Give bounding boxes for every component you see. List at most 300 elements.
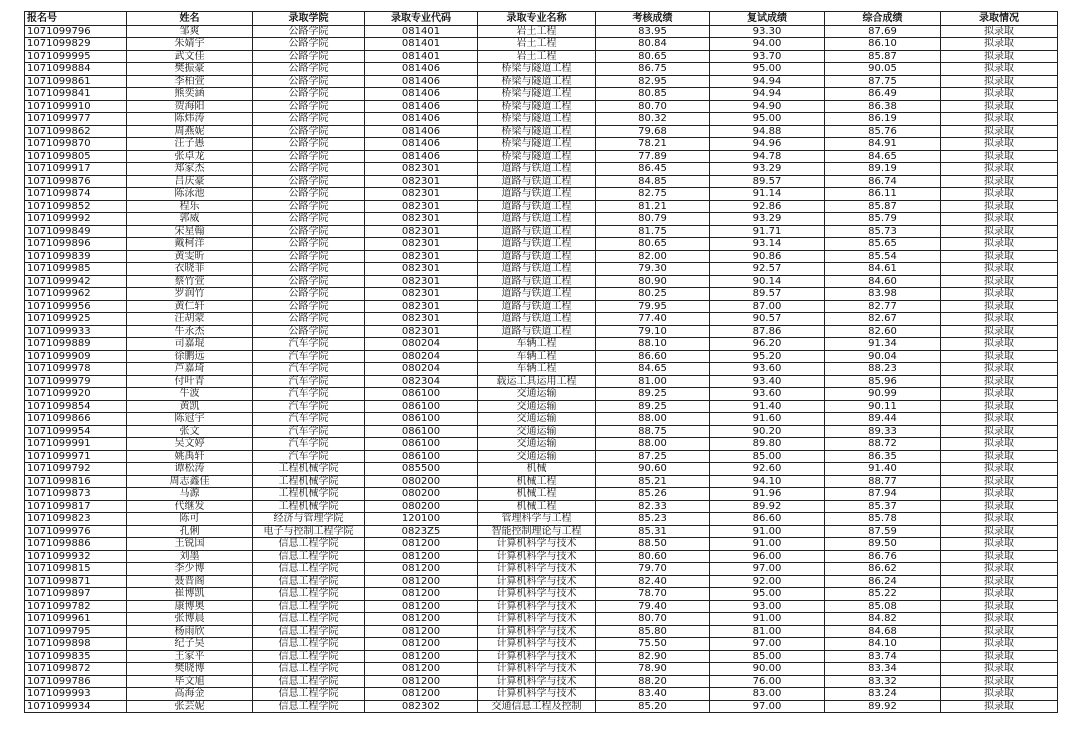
cell-registration-id: 1071099871 xyxy=(25,575,127,588)
table-row xyxy=(25,263,1058,276)
cell-exam-score: 89.25 xyxy=(596,400,710,413)
table-row xyxy=(25,688,1058,701)
cell-exam-score: 81.75 xyxy=(596,225,710,238)
cell-retest-score: 92.00 xyxy=(710,575,825,588)
cell-retest-score: 81.00 xyxy=(710,625,825,638)
cell-retest-score: 93.29 xyxy=(710,163,825,176)
cell-exam-score: 86.60 xyxy=(596,350,710,363)
cell-admission-status: 拟录取 xyxy=(941,613,1058,626)
cell-total-score: 88.72 xyxy=(825,438,941,451)
cell-major-name: 道路与铁道工程 xyxy=(478,175,596,188)
cell-admission-status: 拟录取 xyxy=(941,25,1058,38)
cell-registration-id: 1071099884 xyxy=(25,63,127,76)
cell-total-score: 85.76 xyxy=(825,125,941,138)
cell-retest-score: 91.00 xyxy=(710,613,825,626)
cell-major-code: 082301 xyxy=(365,225,478,238)
header-name: 姓名 xyxy=(127,12,253,26)
table-row xyxy=(25,638,1058,651)
cell-major-name: 道路与铁道工程 xyxy=(478,188,596,201)
cell-total-score: 83.24 xyxy=(825,688,941,701)
cell-total-score: 85.78 xyxy=(825,513,941,526)
cell-total-score: 89.19 xyxy=(825,163,941,176)
cell-registration-id: 1071099978 xyxy=(25,363,127,376)
cell-name: 衣晓菲 xyxy=(127,263,253,276)
cell-major-code: 081200 xyxy=(365,563,478,576)
cell-major-code: 086100 xyxy=(365,450,478,463)
cell-college: 汽车学院 xyxy=(253,363,365,376)
cell-college: 公路学院 xyxy=(253,125,365,138)
cell-admission-status: 拟录取 xyxy=(941,325,1058,338)
cell-total-score: 86.35 xyxy=(825,450,941,463)
cell-college: 汽车学院 xyxy=(253,350,365,363)
cell-major-name: 桥梁与隧道工程 xyxy=(478,113,596,126)
cell-major-name: 交通运输 xyxy=(478,388,596,401)
cell-major-code: 081406 xyxy=(365,75,478,88)
cell-exam-score: 86.75 xyxy=(596,63,710,76)
cell-major-name: 桥梁与隧道工程 xyxy=(478,88,596,101)
cell-college: 公路学院 xyxy=(253,213,365,226)
cell-registration-id: 1071099942 xyxy=(25,275,127,288)
cell-retest-score: 90.86 xyxy=(710,250,825,263)
cell-registration-id: 1071099995 xyxy=(25,50,127,63)
table-row xyxy=(25,363,1058,376)
cell-retest-score: 89.57 xyxy=(710,175,825,188)
cell-exam-score: 80.79 xyxy=(596,213,710,226)
cell-major-name: 道路与铁道工程 xyxy=(478,275,596,288)
table-body xyxy=(25,25,1058,713)
cell-major-name: 车辆工程 xyxy=(478,363,596,376)
cell-exam-score: 80.70 xyxy=(596,613,710,626)
cell-total-score: 85.87 xyxy=(825,200,941,213)
cell-registration-id: 1071099977 xyxy=(25,113,127,126)
cell-major-code: 081200 xyxy=(365,638,478,651)
cell-name: 高海金 xyxy=(127,688,253,701)
cell-name: 姚禹轩 xyxy=(127,450,253,463)
table-row xyxy=(25,413,1058,426)
cell-major-code: 081200 xyxy=(365,600,478,613)
cell-registration-id: 1071099976 xyxy=(25,525,127,538)
cell-major-name: 道路与铁道工程 xyxy=(478,213,596,226)
cell-registration-id: 1071099816 xyxy=(25,475,127,488)
cell-total-score: 84.10 xyxy=(825,638,941,651)
cell-admission-status: 拟录取 xyxy=(941,550,1058,563)
cell-total-score: 85.22 xyxy=(825,588,941,601)
cell-exam-score: 85.21 xyxy=(596,475,710,488)
cell-college: 公路学院 xyxy=(253,150,365,163)
cell-major-code: 085500 xyxy=(365,463,478,476)
cell-exam-score: 90.60 xyxy=(596,463,710,476)
cell-name: 蔡竹萱 xyxy=(127,275,253,288)
cell-college: 汽车学院 xyxy=(253,338,365,351)
cell-major-code: 082301 xyxy=(365,263,478,276)
cell-retest-score: 94.94 xyxy=(710,75,825,88)
cell-major-code: 082301 xyxy=(365,163,478,176)
cell-name: 李柏萱 xyxy=(127,75,253,88)
cell-registration-id: 1071099876 xyxy=(25,175,127,188)
cell-college: 信息工程学院 xyxy=(253,675,365,688)
cell-name: 杨雨欣 xyxy=(127,625,253,638)
cell-registration-id: 1071099839 xyxy=(25,250,127,263)
cell-major-name: 机械 xyxy=(478,463,596,476)
cell-name: 周志鑫佳 xyxy=(127,475,253,488)
cell-exam-score: 78.70 xyxy=(596,588,710,601)
cell-name: 牛永杰 xyxy=(127,325,253,338)
header-row xyxy=(25,12,1058,26)
cell-major-name: 计算机科学与技术 xyxy=(478,613,596,626)
cell-total-score: 83.32 xyxy=(825,675,941,688)
cell-name: 贺海阳 xyxy=(127,100,253,113)
cell-name: 朱婧宇 xyxy=(127,38,253,51)
cell-name: 孔俐 xyxy=(127,525,253,538)
cell-major-name: 机械工程 xyxy=(478,488,596,501)
cell-exam-score: 80.84 xyxy=(596,38,710,51)
cell-registration-id: 1071099873 xyxy=(25,488,127,501)
table-row xyxy=(25,113,1058,126)
cell-college: 信息工程学院 xyxy=(253,638,365,651)
cell-name: 张卓龙 xyxy=(127,150,253,163)
cell-admission-status: 拟录取 xyxy=(941,250,1058,263)
cell-major-name: 交通信息工程及控制 xyxy=(478,700,596,713)
cell-retest-score: 92.57 xyxy=(710,263,825,276)
cell-major-code: 086100 xyxy=(365,400,478,413)
cell-total-score: 82.60 xyxy=(825,325,941,338)
cell-registration-id: 1071099909 xyxy=(25,350,127,363)
cell-retest-score: 93.14 xyxy=(710,238,825,251)
cell-major-name: 车辆工程 xyxy=(478,350,596,363)
cell-major-code: 082301 xyxy=(365,250,478,263)
cell-major-code: 120100 xyxy=(365,513,478,526)
cell-exam-score: 88.50 xyxy=(596,538,710,551)
cell-retest-score: 92.86 xyxy=(710,200,825,213)
cell-major-name: 交通运输 xyxy=(478,400,596,413)
cell-admission-status: 拟录取 xyxy=(941,350,1058,363)
cell-major-name: 管理科学与工程 xyxy=(478,513,596,526)
cell-major-code: 081200 xyxy=(365,575,478,588)
table-row xyxy=(25,488,1058,501)
table-row xyxy=(25,238,1058,251)
cell-college: 信息工程学院 xyxy=(253,588,365,601)
cell-retest-score: 97.00 xyxy=(710,638,825,651)
header-major-code: 录取专业代码 xyxy=(365,12,478,26)
cell-exam-score: 80.25 xyxy=(596,288,710,301)
cell-retest-score: 94.94 xyxy=(710,88,825,101)
cell-retest-score: 93.00 xyxy=(710,600,825,613)
cell-admission-status: 拟录取 xyxy=(941,663,1058,676)
table-row xyxy=(25,150,1058,163)
cell-major-name: 计算机科学与技术 xyxy=(478,563,596,576)
cell-registration-id: 1071099854 xyxy=(25,400,127,413)
cell-admission-status: 拟录取 xyxy=(941,263,1058,276)
cell-total-score: 86.62 xyxy=(825,563,941,576)
table-row xyxy=(25,75,1058,88)
cell-total-score: 85.65 xyxy=(825,238,941,251)
cell-registration-id: 1071099992 xyxy=(25,213,127,226)
cell-registration-id: 1071099993 xyxy=(25,688,127,701)
table-row xyxy=(25,613,1058,626)
table-row xyxy=(25,675,1058,688)
cell-total-score: 84.61 xyxy=(825,263,941,276)
cell-major-name: 桥梁与隧道工程 xyxy=(478,100,596,113)
cell-total-score: 84.91 xyxy=(825,138,941,151)
cell-exam-score: 86.45 xyxy=(596,163,710,176)
cell-name: 吴文婷 xyxy=(127,438,253,451)
cell-admission-status: 拟录取 xyxy=(941,38,1058,51)
cell-retest-score: 93.40 xyxy=(710,375,825,388)
cell-major-code: 080204 xyxy=(365,363,478,376)
cell-college: 经济与管理学院 xyxy=(253,513,365,526)
table-row xyxy=(25,563,1058,576)
cell-major-name: 计算机科学与技术 xyxy=(478,538,596,551)
cell-major-code: 081200 xyxy=(365,613,478,626)
table-row xyxy=(25,338,1058,351)
cell-name: 王锐国 xyxy=(127,538,253,551)
cell-name: 刘墨 xyxy=(127,550,253,563)
header-major-name: 录取专业名称 xyxy=(478,12,596,26)
cell-major-code: 081406 xyxy=(365,88,478,101)
cell-major-name: 车辆工程 xyxy=(478,338,596,351)
cell-registration-id: 1071099962 xyxy=(25,288,127,301)
table-row xyxy=(25,200,1058,213)
cell-registration-id: 1071099920 xyxy=(25,388,127,401)
cell-college: 汽车学院 xyxy=(253,450,365,463)
header-exam-score: 考核成绩 xyxy=(596,12,710,26)
cell-name: 芦嘉琦 xyxy=(127,363,253,376)
cell-name: 张文 xyxy=(127,425,253,438)
cell-name: 康博奥 xyxy=(127,600,253,613)
cell-name: 付叶青 xyxy=(127,375,253,388)
cell-exam-score: 77.40 xyxy=(596,313,710,326)
cell-major-code: 080200 xyxy=(365,500,478,513)
cell-college: 公路学院 xyxy=(253,200,365,213)
cell-exam-score: 82.40 xyxy=(596,575,710,588)
cell-retest-score: 96.20 xyxy=(710,338,825,351)
cell-exam-score: 79.10 xyxy=(596,325,710,338)
cell-registration-id: 1071099961 xyxy=(25,613,127,626)
cell-admission-status: 拟录取 xyxy=(941,375,1058,388)
table-row xyxy=(25,25,1058,38)
cell-admission-status: 拟录取 xyxy=(941,188,1058,201)
cell-total-score: 90.11 xyxy=(825,400,941,413)
cell-admission-status: 拟录取 xyxy=(941,400,1058,413)
cell-exam-score: 82.90 xyxy=(596,650,710,663)
cell-total-score: 85.79 xyxy=(825,213,941,226)
cell-retest-score: 94.90 xyxy=(710,100,825,113)
cell-major-name: 桥梁与隧道工程 xyxy=(478,63,596,76)
cell-registration-id: 1071099925 xyxy=(25,313,127,326)
cell-retest-score: 93.60 xyxy=(710,363,825,376)
cell-major-code: 082304 xyxy=(365,375,478,388)
cell-major-name: 计算机科学与技术 xyxy=(478,675,596,688)
cell-registration-id: 1071099954 xyxy=(25,425,127,438)
cell-name: 张芸妮 xyxy=(127,700,253,713)
cell-admission-status: 拟录取 xyxy=(941,675,1058,688)
cell-retest-score: 94.96 xyxy=(710,138,825,151)
cell-admission-status: 拟录取 xyxy=(941,100,1058,113)
cell-total-score: 85.73 xyxy=(825,225,941,238)
cell-exam-score: 85.20 xyxy=(596,700,710,713)
cell-college: 公路学院 xyxy=(253,88,365,101)
cell-college: 汽车学院 xyxy=(253,388,365,401)
cell-college: 信息工程学院 xyxy=(253,650,365,663)
cell-college: 信息工程学院 xyxy=(253,613,365,626)
cell-retest-score: 92.60 xyxy=(710,463,825,476)
cell-total-score: 84.82 xyxy=(825,613,941,626)
cell-total-score: 83.34 xyxy=(825,663,941,676)
cell-major-code: 086100 xyxy=(365,413,478,426)
table-row xyxy=(25,275,1058,288)
cell-college: 公路学院 xyxy=(253,238,365,251)
cell-admission-status: 拟录取 xyxy=(941,125,1058,138)
cell-exam-score: 84.85 xyxy=(596,175,710,188)
cell-major-code: 082301 xyxy=(365,288,478,301)
cell-retest-score: 90.57 xyxy=(710,313,825,326)
cell-name: 马源 xyxy=(127,488,253,501)
cell-registration-id: 1071099792 xyxy=(25,463,127,476)
cell-major-name: 道路与铁道工程 xyxy=(478,288,596,301)
table-row xyxy=(25,700,1058,713)
cell-exam-score: 78.21 xyxy=(596,138,710,151)
cell-total-score: 86.19 xyxy=(825,113,941,126)
cell-major-code: 082301 xyxy=(365,325,478,338)
cell-total-score: 90.04 xyxy=(825,350,941,363)
cell-college: 信息工程学院 xyxy=(253,600,365,613)
cell-exam-score: 80.70 xyxy=(596,100,710,113)
cell-retest-score: 89.92 xyxy=(710,500,825,513)
cell-admission-status: 拟录取 xyxy=(941,75,1058,88)
cell-admission-status: 拟录取 xyxy=(941,50,1058,63)
cell-total-score: 86.10 xyxy=(825,38,941,51)
cell-admission-status: 拟录取 xyxy=(941,425,1058,438)
cell-registration-id: 1071099917 xyxy=(25,163,127,176)
cell-total-score: 85.54 xyxy=(825,250,941,263)
cell-retest-score: 95.00 xyxy=(710,113,825,126)
cell-exam-score: 87.25 xyxy=(596,450,710,463)
cell-major-name: 道路与铁道工程 xyxy=(478,300,596,313)
cell-major-code: 081200 xyxy=(365,650,478,663)
cell-admission-status: 拟录取 xyxy=(941,275,1058,288)
cell-admission-status: 拟录取 xyxy=(941,388,1058,401)
cell-admission-status: 拟录取 xyxy=(941,700,1058,713)
cell-retest-score: 91.00 xyxy=(710,525,825,538)
table-row xyxy=(25,175,1058,188)
cell-college: 信息工程学院 xyxy=(253,663,365,676)
cell-registration-id: 1071099866 xyxy=(25,413,127,426)
cell-exam-score: 80.65 xyxy=(596,50,710,63)
cell-registration-id: 1071099889 xyxy=(25,338,127,351)
cell-name: 罗润竹 xyxy=(127,288,253,301)
cell-retest-score: 90.14 xyxy=(710,275,825,288)
cell-registration-id: 1071099886 xyxy=(25,538,127,551)
cell-college: 公路学院 xyxy=(253,25,365,38)
cell-college: 公路学院 xyxy=(253,300,365,313)
cell-major-name: 桥梁与隧道工程 xyxy=(478,125,596,138)
table-row xyxy=(25,463,1058,476)
cell-admission-status: 拟录取 xyxy=(941,588,1058,601)
cell-name: 吕庆豪 xyxy=(127,175,253,188)
cell-name: 郭威 xyxy=(127,213,253,226)
cell-admission-status: 拟录取 xyxy=(941,113,1058,126)
cell-name: 谭松涛 xyxy=(127,463,253,476)
cell-exam-score: 85.23 xyxy=(596,513,710,526)
header-total-score: 综合成绩 xyxy=(825,12,941,26)
cell-exam-score: 80.90 xyxy=(596,275,710,288)
cell-exam-score: 83.40 xyxy=(596,688,710,701)
cell-admission-status: 拟录取 xyxy=(941,150,1058,163)
cell-college: 公路学院 xyxy=(253,163,365,176)
header-admission-status: 录取情况 xyxy=(941,12,1058,26)
cell-major-code: 082301 xyxy=(365,313,478,326)
table-row xyxy=(25,100,1058,113)
cell-major-name: 道路与铁道工程 xyxy=(478,313,596,326)
cell-major-name: 道路与铁道工程 xyxy=(478,263,596,276)
cell-name: 陈冠宇 xyxy=(127,413,253,426)
cell-major-name: 机械工程 xyxy=(478,475,596,488)
cell-major-code: 081406 xyxy=(365,113,478,126)
cell-major-code: 081401 xyxy=(365,25,478,38)
cell-total-score: 89.92 xyxy=(825,700,941,713)
cell-name: 代继发 xyxy=(127,500,253,513)
cell-total-score: 87.75 xyxy=(825,75,941,88)
cell-major-name: 道路与铁道工程 xyxy=(478,250,596,263)
cell-major-code: 082301 xyxy=(365,275,478,288)
cell-major-code: 082301 xyxy=(365,300,478,313)
cell-name: 周燕妮 xyxy=(127,125,253,138)
cell-name: 张博晨 xyxy=(127,613,253,626)
cell-total-score: 91.34 xyxy=(825,338,941,351)
cell-total-score: 91.40 xyxy=(825,463,941,476)
cell-retest-score: 94.10 xyxy=(710,475,825,488)
cell-retest-score: 87.00 xyxy=(710,300,825,313)
cell-total-score: 82.67 xyxy=(825,313,941,326)
cell-name: 陈炜涛 xyxy=(127,113,253,126)
cell-major-code: 081200 xyxy=(365,625,478,638)
table-row xyxy=(25,600,1058,613)
cell-name: 牛波 xyxy=(127,388,253,401)
cell-major-code: 0823Z5 xyxy=(365,525,478,538)
cell-retest-score: 91.40 xyxy=(710,400,825,413)
cell-admission-status: 拟录取 xyxy=(941,225,1058,238)
table-row xyxy=(25,663,1058,676)
cell-major-code: 080200 xyxy=(365,488,478,501)
cell-registration-id: 1071099910 xyxy=(25,100,127,113)
cell-exam-score: 79.95 xyxy=(596,300,710,313)
cell-registration-id: 1071099841 xyxy=(25,88,127,101)
table-row xyxy=(25,213,1058,226)
cell-admission-status: 拟录取 xyxy=(941,600,1058,613)
cell-name: 陈泳池 xyxy=(127,188,253,201)
cell-major-name: 计算机科学与技术 xyxy=(478,550,596,563)
table-row xyxy=(25,163,1058,176)
cell-exam-score: 83.95 xyxy=(596,25,710,38)
cell-major-code: 086100 xyxy=(365,438,478,451)
cell-major-code: 081200 xyxy=(365,663,478,676)
cell-total-score: 86.76 xyxy=(825,550,941,563)
cell-admission-status: 拟录取 xyxy=(941,163,1058,176)
header-college: 录取学院 xyxy=(253,12,365,26)
cell-major-name: 交通运输 xyxy=(478,450,596,463)
cell-total-score: 84.60 xyxy=(825,275,941,288)
cell-major-code: 082301 xyxy=(365,238,478,251)
cell-major-name: 计算机科学与技术 xyxy=(478,638,596,651)
cell-retest-score: 83.00 xyxy=(710,688,825,701)
cell-total-score: 84.65 xyxy=(825,150,941,163)
cell-exam-score: 82.33 xyxy=(596,500,710,513)
table-row xyxy=(25,625,1058,638)
cell-college: 工程机械学院 xyxy=(253,463,365,476)
table-row xyxy=(25,88,1058,101)
cell-major-code: 081200 xyxy=(365,550,478,563)
cell-total-score: 89.44 xyxy=(825,413,941,426)
